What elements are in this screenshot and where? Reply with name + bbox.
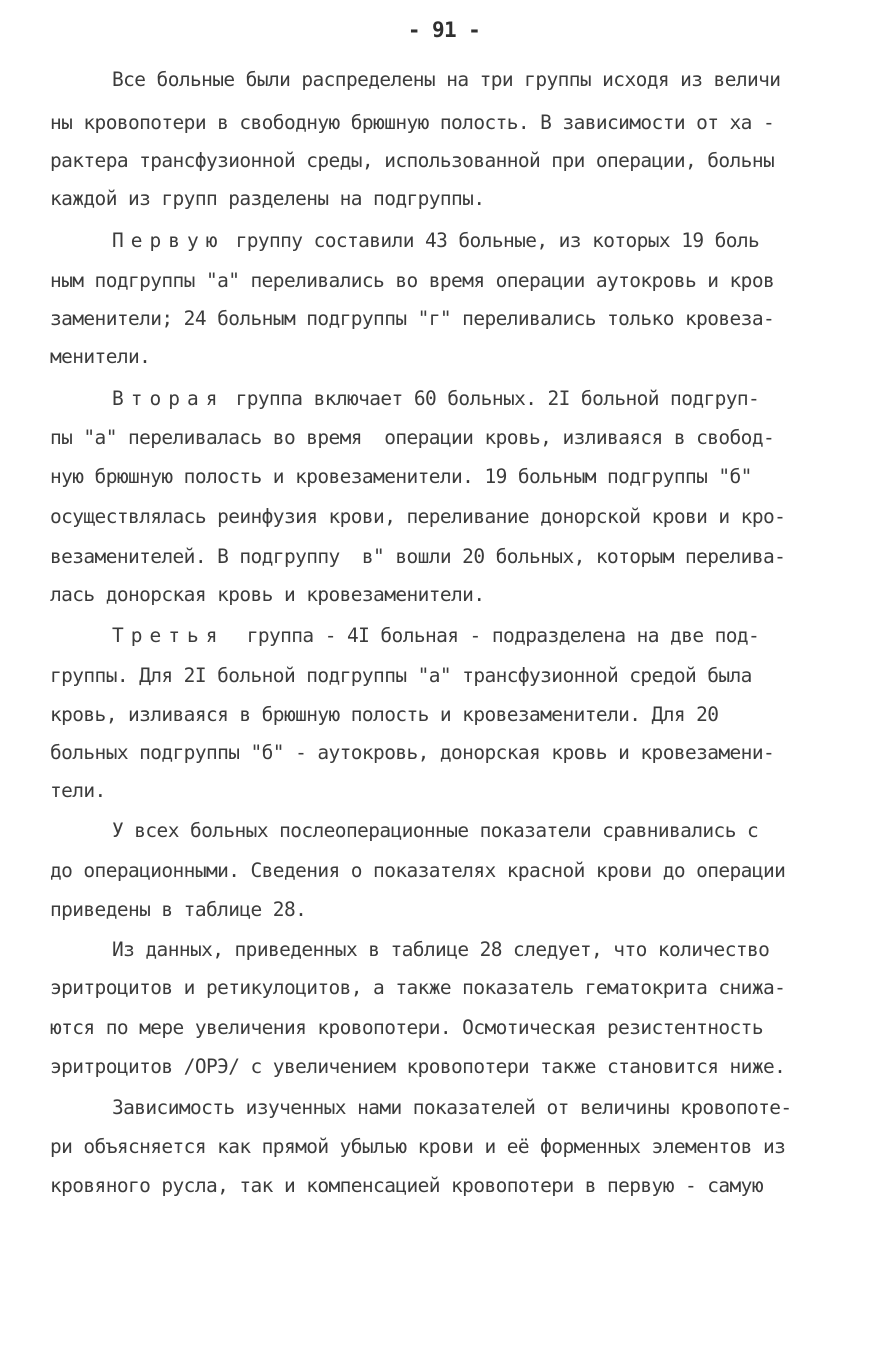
text-segment: пы "а" переливалась во время операции кровь, изливаяся в свобод- xyxy=(50,426,775,449)
text-segment: У всех больных послеоперационные показатели сравнивались с xyxy=(112,819,759,842)
text-segment: приведены в таблице 28. xyxy=(50,898,307,921)
text-line xyxy=(112,821,758,841)
text-segment: ную брюшную полость и кровезаменители. 19 больным подгруппы "б" xyxy=(50,465,752,488)
text-line xyxy=(50,705,718,725)
text-line xyxy=(50,743,774,763)
text-line xyxy=(50,666,752,686)
text-segment: лась донорская кровь и кровезаменители. xyxy=(50,583,485,606)
text-segment: группа - 4I больная - подразделена на две под- xyxy=(224,624,760,647)
text-segment: эритроцитов и ретикулоцитов, а также показатель гематокрита снижа- xyxy=(50,976,786,999)
text-segment: группа включает 60 больных. 2I больной подгруп- xyxy=(224,387,760,410)
text-line xyxy=(50,861,785,881)
text-line xyxy=(112,70,780,90)
text-line xyxy=(50,428,774,448)
text-segment: рактера трансфузионной среды, использованной при операции, больны xyxy=(50,149,775,172)
page-number: - 91 - xyxy=(407,18,481,42)
text-segment: до операционными. Сведения о показателях красной крови до операции xyxy=(50,859,786,882)
text-segment: кровь, изливаяся в брюшную полость и кровезаменители. Для 20 xyxy=(50,703,719,726)
text-line xyxy=(112,389,759,409)
text-line xyxy=(50,900,306,920)
text-line xyxy=(50,547,785,567)
text-segment: ным подгруппы "а" переливались во время операции аутокровь и кров xyxy=(50,269,775,292)
text-line xyxy=(50,1137,785,1157)
text-line xyxy=(50,1176,763,1196)
text-line xyxy=(50,309,774,329)
text-line xyxy=(112,231,759,251)
text-line xyxy=(50,507,785,527)
spaced-heading-word: Первую xyxy=(112,229,225,252)
text-line xyxy=(50,113,774,133)
text-line xyxy=(112,626,759,646)
text-line xyxy=(50,151,774,171)
text-segment: каждой из групп разделены на подгруппы. xyxy=(50,187,485,210)
text-line xyxy=(50,585,484,605)
text-segment: больных подгруппы "б" - аутокровь, донорская кровь и кровезамени- xyxy=(50,741,775,764)
text-line xyxy=(50,781,106,801)
text-line xyxy=(50,189,484,209)
text-line xyxy=(50,1057,785,1077)
text-segment: кровяного русла, так и компенсацией кровопотери в первую - самую xyxy=(50,1174,763,1197)
text-line xyxy=(50,978,785,998)
text-line xyxy=(50,1018,763,1038)
text-segment: Из данных, приведенных в таблице 28 следует, что количество xyxy=(112,938,770,961)
text-segment: тели. xyxy=(50,779,106,802)
text-segment: группу составили 43 больные, из которых 19 боль xyxy=(224,229,760,252)
text-segment: Все больные были распределены на три группы исходя из величи xyxy=(112,68,781,91)
text-segment: менители. xyxy=(50,345,151,368)
text-segment: ны кровопотери в свободную брюшную полость. В зависимости от ха - xyxy=(50,111,775,134)
text-segment: группы. Для 2I больной подгруппы "а" трансфузионной средой была xyxy=(50,664,752,687)
text-segment: заменители; 24 больным подгруппы "г" переливались только кровеза- xyxy=(50,307,775,330)
text-segment: везаменителей. В подгруппу в" вошли 20 больных, которым перелива- xyxy=(50,545,786,568)
text-line xyxy=(50,271,774,291)
text-line xyxy=(112,1098,792,1118)
spaced-heading-word: Третья xyxy=(112,624,225,647)
text-line xyxy=(50,347,150,367)
text-segment: осуществлялась реинфузия крови, переливание донорской крови и кро- xyxy=(50,505,786,528)
text-segment: эритроцитов /ОРЭ/ с увеличением кровопотери также становится ниже. xyxy=(50,1055,786,1078)
text-line xyxy=(112,940,769,960)
text-segment: ются по мере увеличения кровопотери. Осмотическая резистентность xyxy=(50,1016,763,1039)
spaced-heading-word: Вторая xyxy=(112,387,225,410)
text-segment: Зависимость изученных нами показателей от величины кровопоте- xyxy=(112,1096,792,1119)
text-line xyxy=(50,467,752,487)
text-segment: ри объясняется как прямой убылью крови и её форменных элементов из xyxy=(50,1135,786,1158)
